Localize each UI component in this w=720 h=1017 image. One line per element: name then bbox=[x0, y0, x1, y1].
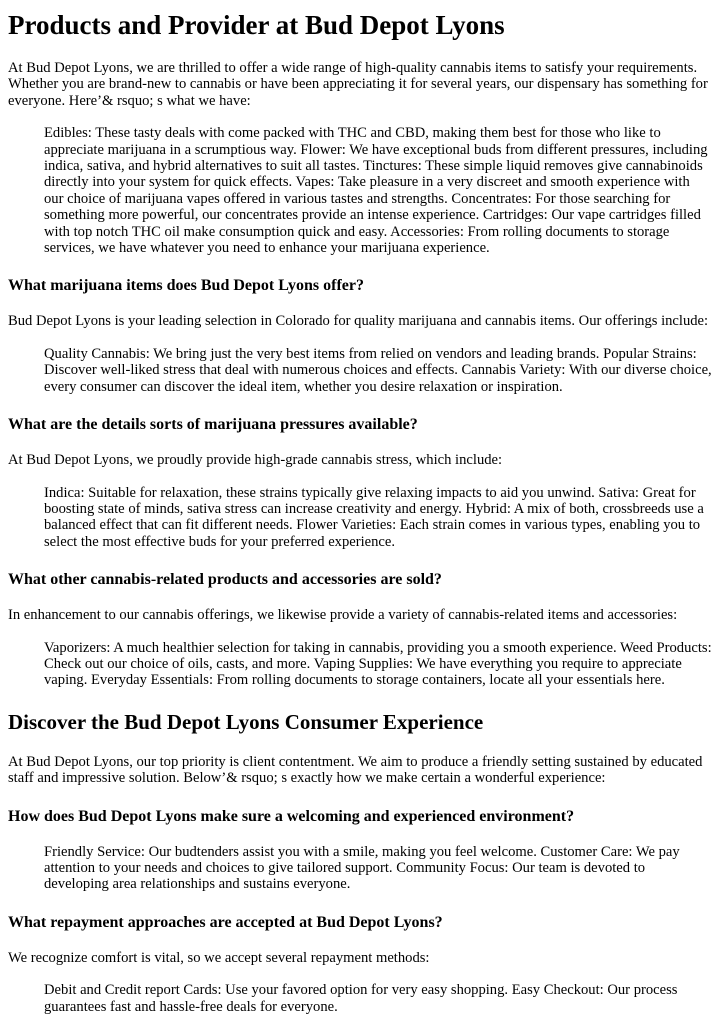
section-paragraph-payment-methods: We recognize comfort is vital, so we accept several repayment methods: bbox=[8, 949, 430, 966]
section-blockquote-payment-methods: Debit and Credit report Cards: Use your favored option for very easy shopping. Easy Checkout: Our process guarantees fast and hassle-free deals for everyone. bbox=[44, 982, 678, 1015]
experience-heading: Discover the Bud Depot Lyons Consumer Experience bbox=[8, 709, 484, 734]
section-paragraph-items-offered: Bud Depot Lyons is your leading selection in Colorado for quality marijuana and cannabis items. Our offerings include: bbox=[8, 313, 709, 330]
section-heading-accessories: What other cannabis-related products and accessories are sold? bbox=[8, 571, 442, 589]
section-blockquote-welcoming-environment: Friendly Service: Our budtenders assist you with a smile, making you feel welcome. Customer Care: We pay attention to your needs and choices to give tailored support. Community Focus: Our team is devoted to developing area relationships and sustains everyone. bbox=[44, 843, 680, 893]
section-blockquote-strain-types: Indica: Suitable for relaxation, these strains typically give relaxing impacts to aid you unwind. Sativa: Great for boosting state of minds, sativa stress can increase creativity and energy. Hybrid: A mix of both, crossbreeds use a balanced effect that can fit different needs. Flower Varieties: Each strain comes in various types, enabling you to select the most effective buds for your preferred experience. bbox=[44, 484, 704, 550]
intro-blockquote: Edibles: These tasty deals with come packed with THC and CBD, making them best for those who like to appreciate marijuana in a scrumptious way. Flower: We have exceptional buds from different pressures, including indica, sativa, and hybrid alternatives to suit all tastes. Tinctures: These simple liquid removes give cannabinoids directly into your system for quick effects. Vapes: Take pleasure in a very discreet and smooth experience with our choice of marijuana vapes offered in various tastes and strengths. Concentrates: For those searching for something more powerful, our concentrates provide an intense experience. Cartridges: Our vape cartridges filled with top notch THC oil make consumption quick and easy. Accessories: From rolling documents to storage services, we have whatever you need to enhance your marijuana experience. bbox=[44, 125, 708, 257]
section-heading-welcoming-environment: How does Bud Depot Lyons make sure a welcoming and experienced environment? bbox=[8, 807, 575, 825]
section-blockquote-items-offered: Quality Cannabis: We bring just the very best items from relied on vendors and leading brands. Popular Strains: Discover well-liked stress that deal with numerous choices and effects. Cannabis Variety: With our diverse choice, every consumer can discover the ideal item, whether you desire relaxation or inspiration. bbox=[44, 345, 712, 395]
section-paragraph-strain-types: At Bud Depot Lyons, we proudly provide high-grade cannabis stress, which include: bbox=[8, 452, 503, 469]
section-heading-payment-methods: What repayment approaches are accepted at Bud Depot Lyons? bbox=[8, 913, 443, 931]
section-paragraph-accessories: In enhancement to our cannabis offerings, we likewise provide a variety of cannabis-related items and accessories: bbox=[8, 607, 678, 624]
experience-paragraph: At Bud Depot Lyons, our top priority is client contentment. We aim to produce a friendly setting sustained by educated staff and impressive solution. Below’& rsquo; s exactly how we make certain a wonderful experience: bbox=[8, 753, 703, 787]
page-title: Products and Provider at Bud Depot Lyons bbox=[8, 10, 505, 40]
section-heading-strain-types: What are the details sorts of marijuana pressures available? bbox=[8, 416, 418, 434]
section-blockquote-accessories: Vaporizers: A much healthier selection for taking in cannabis, providing you a smooth experience. Weed Products: Check out our choice of oils, casts, and more. Vaping Supplies: We have everything you require to appreciate vaping. Everyday Essentials: From rolling documents to storage containers, locate all your essentials here. bbox=[44, 639, 712, 689]
intro-paragraph: At Bud Depot Lyons, we are thrilled to offer a wide range of high-quality cannabis items to satisfy your requirements. Whether you are brand-new to cannabis or have been appreciating it for several years, our dispensary has something for everyone. Here’& rsquo; s what we have: bbox=[8, 60, 708, 109]
section-heading-items-offered: What marijuana items does Bud Depot Lyons offer? bbox=[8, 277, 365, 295]
